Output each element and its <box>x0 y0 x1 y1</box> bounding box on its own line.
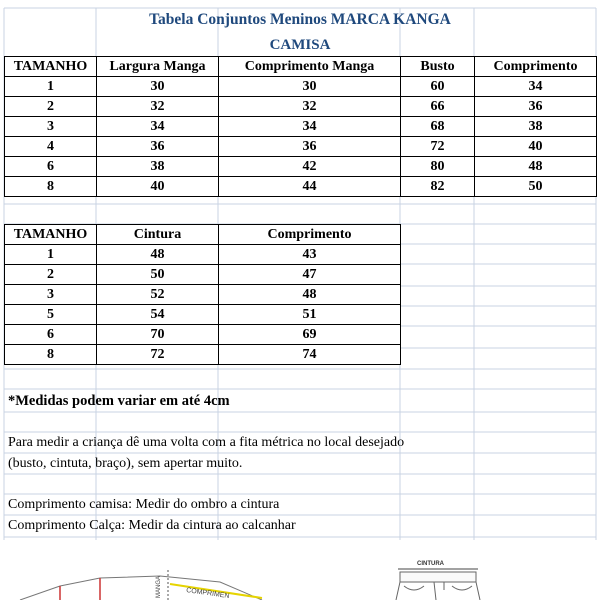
table-cell: 36 <box>219 137 401 157</box>
table-row <box>5 245 401 265</box>
table-row <box>5 285 401 305</box>
table-row <box>5 325 401 345</box>
table-cell: 32 <box>219 97 401 117</box>
table-cell: 30 <box>97 77 219 97</box>
header-cell: Comprimento <box>475 57 597 77</box>
measure-instructions-line-1: Para medir a criança dê uma volta com a fita métrica no local desejado <box>8 435 405 450</box>
table-cell: 52 <box>97 285 219 305</box>
table-cell: 40 <box>475 137 597 157</box>
table-cell: 1 <box>5 245 97 265</box>
table-cell: 6 <box>5 157 97 177</box>
table-cell: 34 <box>475 77 597 97</box>
table-row <box>5 77 597 97</box>
table-cell: 3 <box>5 285 97 305</box>
table-cell: 2 <box>5 97 97 117</box>
table-cell: 43 <box>219 245 401 265</box>
table-row <box>5 265 401 285</box>
table-cell: 34 <box>219 117 401 137</box>
page-title: Tabela Conjuntos Meninos MARCA KANGA <box>149 11 451 28</box>
table-cell: 60 <box>401 77 475 97</box>
table-cell: 6 <box>5 325 97 345</box>
header-cell: Busto <box>401 57 475 77</box>
label-comprimento: COMPRIMEN <box>185 587 230 600</box>
table-cell: 38 <box>475 117 597 137</box>
table-cell: 2 <box>5 265 97 285</box>
table-cell: 42 <box>219 157 401 177</box>
measure-instructions-line-2: (busto, cintuta, braço), sem apertar muito. <box>8 456 243 471</box>
table-row <box>5 137 597 157</box>
table-cell: 50 <box>97 265 219 285</box>
table-row <box>5 117 597 137</box>
label-manga: MANGA <box>156 575 162 598</box>
table-cell: 44 <box>219 177 401 197</box>
table-cell: 8 <box>5 345 97 365</box>
table-row <box>5 97 597 117</box>
table-cell: 38 <box>97 157 219 177</box>
camisa-size-table <box>4 56 597 197</box>
table-cell: 36 <box>97 137 219 157</box>
table-cell: 50 <box>475 177 597 197</box>
table-header-row <box>5 57 597 77</box>
pants-length-instruction: Comprimento Calça: Medir da cintura ao calcanhar <box>8 518 296 533</box>
table-cell: 69 <box>219 325 401 345</box>
header-cell: Largura Manga <box>97 57 219 77</box>
table-cell: 72 <box>97 345 219 365</box>
label-cintura: CINTURA <box>417 561 444 567</box>
header-cell: Comprimento <box>219 225 401 245</box>
table-cell: 32 <box>97 97 219 117</box>
table-cell: 8 <box>5 177 97 197</box>
table-row <box>5 345 401 365</box>
table-cell: 72 <box>401 137 475 157</box>
table-header-row <box>5 225 401 245</box>
table-cell: 54 <box>97 305 219 325</box>
shirt-length-instruction: Comprimento camisa: Medir do ombro a cintura <box>8 497 280 512</box>
table-cell: 1 <box>5 77 97 97</box>
table-cell: 51 <box>219 305 401 325</box>
table-cell: 3 <box>5 117 97 137</box>
header-cell: Comprimento Manga <box>219 57 401 77</box>
table-cell: 30 <box>219 77 401 97</box>
header-cell: TAMANHO <box>5 225 97 245</box>
table-row <box>5 157 597 177</box>
table-cell: 74 <box>219 345 401 365</box>
table-row <box>5 305 401 325</box>
table-cell: 48 <box>97 245 219 265</box>
table-cell: 36 <box>475 97 597 117</box>
table-cell: 4 <box>5 137 97 157</box>
table-cell: 80 <box>401 157 475 177</box>
table-cell: 40 <box>97 177 219 197</box>
header-cell: Cintura <box>97 225 219 245</box>
header-cell: TAMANHO <box>5 57 97 77</box>
pants-diagram <box>396 569 480 600</box>
section-title-camisa: CAMISA <box>269 37 331 53</box>
table-cell: 34 <box>97 117 219 137</box>
measurement-diagram <box>0 548 600 600</box>
table-cell: 48 <box>219 285 401 305</box>
table-cell: 47 <box>219 265 401 285</box>
table-cell: 82 <box>401 177 475 197</box>
variation-note: *Medidas podem variar em até 4cm <box>8 393 230 409</box>
table-cell: 5 <box>5 305 97 325</box>
calca-size-table <box>4 224 401 365</box>
table-cell: 68 <box>401 117 475 137</box>
table-row <box>5 177 597 197</box>
table-cell: 70 <box>97 325 219 345</box>
table-cell: 66 <box>401 97 475 117</box>
table-cell: 48 <box>475 157 597 177</box>
